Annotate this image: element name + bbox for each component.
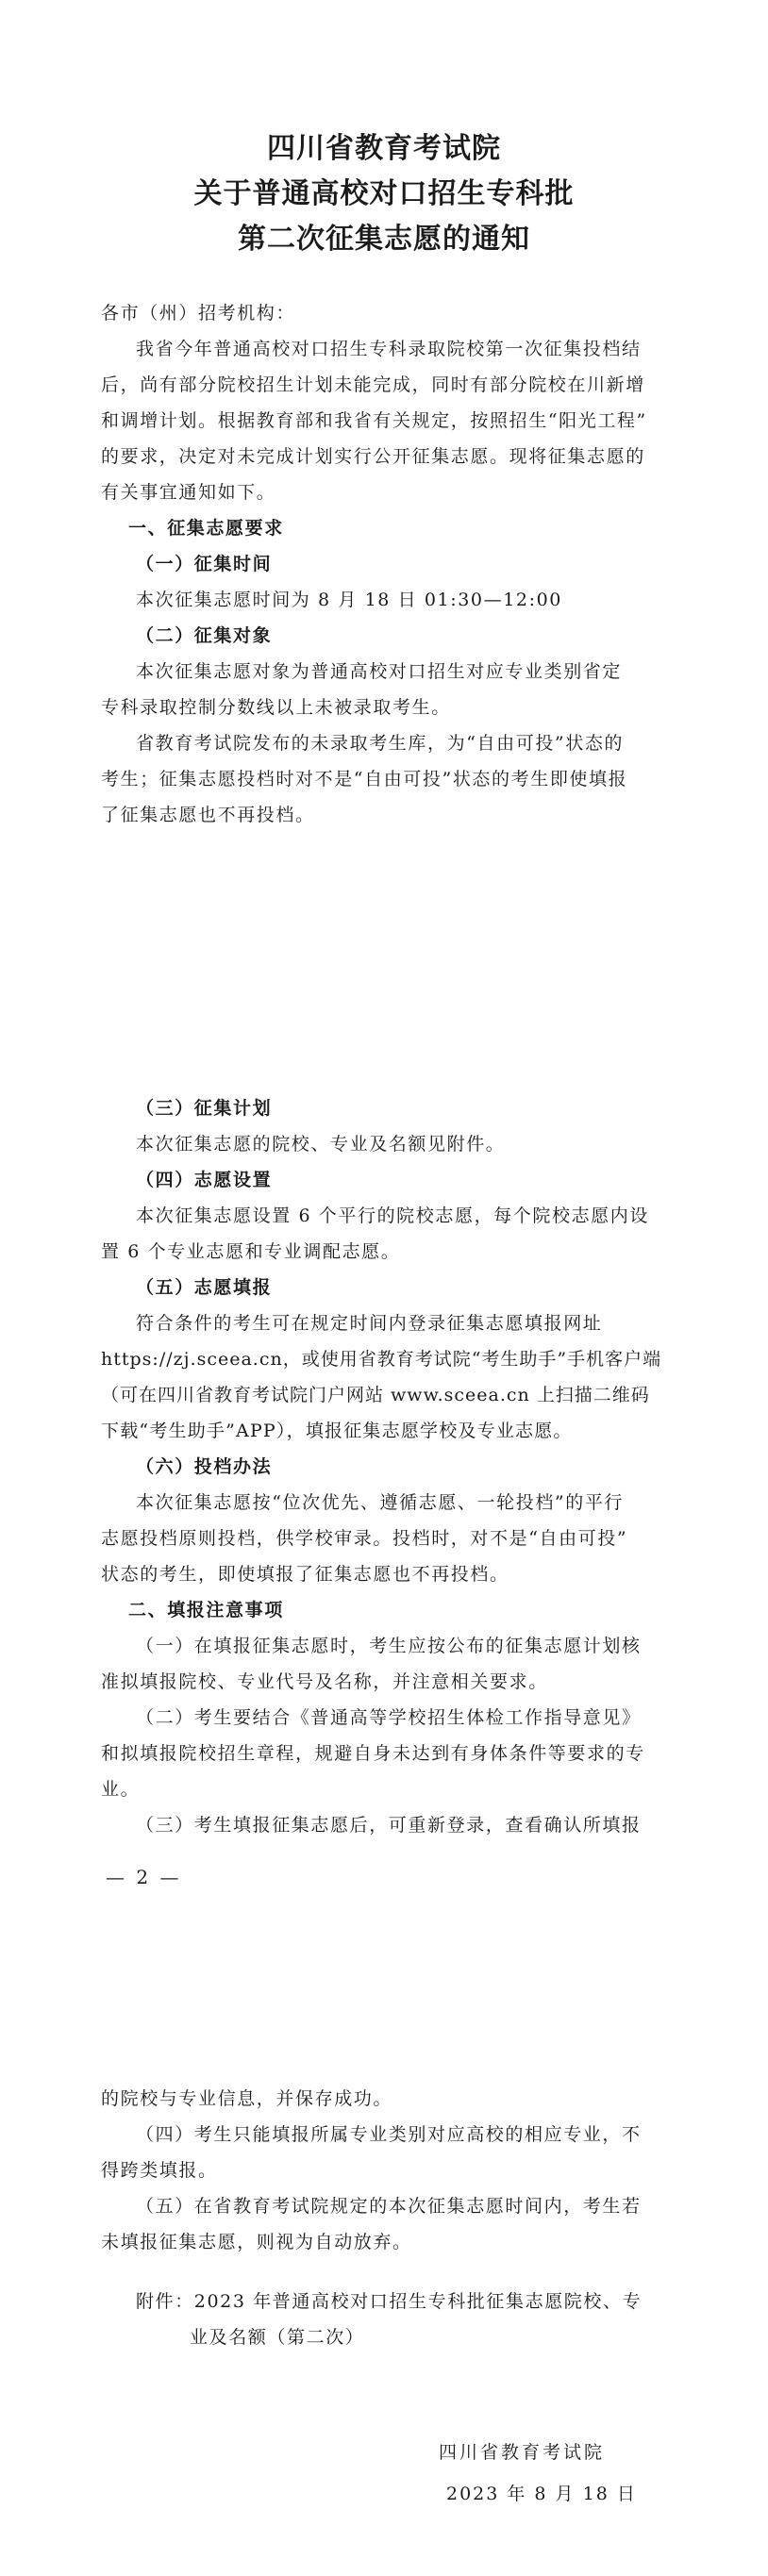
notes-item-3-line: 的院校与专业信息，并保存成功。	[101, 2088, 393, 2109]
document-title-line-1: 四川省教育考试院	[267, 132, 501, 165]
notes-item-3-line: （三）考生填报征集志愿后，可重新登录，查看确认所填报	[136, 1815, 642, 1836]
notes-item-1-line: （一）在填报征集志愿时，考生应按公布的征集志愿计划核	[136, 1636, 642, 1656]
fill-line: （可在四川省教育考试院门户网站 www.sceea.cn 上扫描二维码	[101, 1385, 650, 1405]
time-text: 本次征集志愿时间为 8 月 18 日 01:30—12:00	[136, 590, 562, 610]
method-line: 志愿投档原则投档，供学校审录。投档时，对不是“自由可投”	[101, 1528, 628, 1549]
target-line: 专科录取控制分数线以上未被录取考生。	[101, 697, 451, 718]
intro-line: 有关事宜通知如下。	[101, 482, 276, 503]
subheading-time: （一）征集时间	[136, 554, 273, 574]
target-line: 省教育考试院发布的未录取考生库，为“自由可投”状态的	[136, 733, 625, 754]
notes-item-4-line: （四）考生只能填报所属专业类别对应高校的相应专业，不	[136, 2124, 642, 2145]
target-line: 考生；征集志愿投档时对不是“自由可投”状态的考生即使填报	[101, 769, 628, 789]
fill-line: 下载“考生助手”APP），填报征集志愿学校及专业志愿。	[101, 1421, 573, 1441]
subheading-plan: （三）征集计划	[136, 1098, 273, 1119]
subheading-method: （六）投档办法	[136, 1456, 273, 1477]
plan-text: 本次征集志愿的院校、专业及名额见附件。	[136, 1134, 506, 1155]
page-number: — 2 —	[106, 1866, 182, 1888]
target-line: 本次征集志愿对象为普通高校对口招生对应专业类别省定	[136, 661, 623, 682]
document-title-line-2: 关于普通高校对口招生专科批	[193, 177, 575, 210]
attachment-line: 业及名额（第二次）	[190, 2327, 365, 2348]
subheading-setup: （四）志愿设置	[136, 1170, 273, 1190]
signature-org: 四川省教育考试院	[439, 2442, 606, 2463]
subheading-fill: （五）志愿填报	[136, 1277, 273, 1298]
notes-item-1-line: 准拟填报院校、专业代号及名称，并注意相关要求。	[101, 1671, 548, 1692]
notes-item-2-line: 和拟填报院校招生章程，规避自身未达到有身体条件等要求的专	[101, 1743, 645, 1764]
notes-item-2-line: （二）考生要结合《普通高等学校招生体检工作指导意见》	[136, 1707, 642, 1728]
section-heading-requirements: 一、征集志愿要求	[128, 518, 284, 539]
intro-line: 我省今年普通高校对口招生专科录取院校第一次征集投档结	[136, 339, 642, 359]
intro-line: 后，尚有部分院校招生计划未能完成，同时有部分院校在川新增	[101, 374, 645, 395]
intro-line: 和调增计划。根据教育部和我省有关规定，按照招生“阳光工程”	[101, 410, 647, 431]
notes-item-2-line: 业。	[101, 1779, 141, 1800]
notes-item-5-line: （五）在省教育考试院规定的本次征集志愿时间内，考生若	[136, 2196, 642, 2217]
salutation: 各市（州）招考机构：	[101, 303, 296, 324]
subheading-target: （二）征集对象	[136, 625, 273, 646]
notes-item-4-line: 得跨类填报。	[101, 2160, 218, 2181]
fill-line: https://zj.sceea.cn，或使用省教育考试院“考生助手”手机客户端	[101, 1349, 662, 1370]
setup-line: 本次征集志愿设置 6 个平行的院校志愿，每个院校志愿内设	[136, 1205, 649, 1226]
method-line: 状态的考生，即使填报了征集志愿也不再投档。	[101, 1564, 509, 1585]
notes-item-5-line: 未填报征集志愿，则视为自动放弃。	[101, 2232, 412, 2252]
attachment-line: 附件：2023 年普通高校对口招生专科批征集志愿院校、专	[136, 2291, 643, 2312]
target-line: 了征集志愿也不再投档。	[101, 805, 315, 825]
fill-line: 符合条件的考生可在规定时间内登录征集志愿填报网址	[136, 1313, 603, 1334]
intro-line: 的要求，决定对未完成计划实行公开征集志愿。现将征集志愿的	[101, 446, 645, 467]
setup-line: 置 6 个专业志愿和专业调配志愿。	[101, 1241, 401, 1262]
method-line: 本次征集志愿按“位次优先、遵循志愿、一轮投档”的平行	[136, 1492, 625, 1513]
document-title-line-3: 第二次征集志愿的通知	[238, 223, 530, 256]
section-heading-notes: 二、填报注意事项	[128, 1600, 284, 1620]
signature-date: 2023 年 8 月 18 日	[446, 2484, 637, 2504]
